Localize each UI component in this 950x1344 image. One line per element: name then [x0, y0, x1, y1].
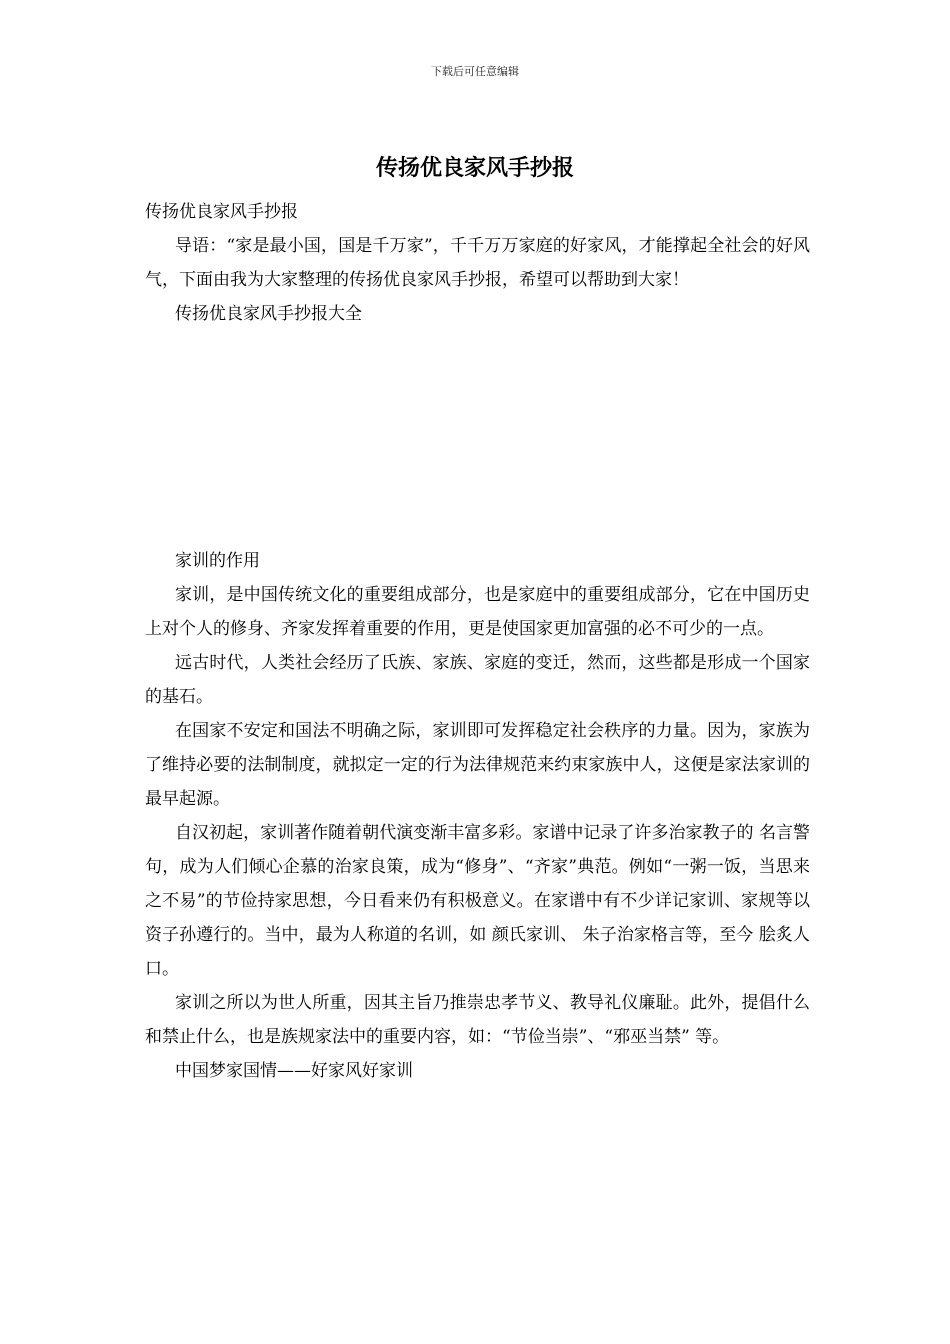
intro-paragraph: 导语：“家是最小国，国是千万家”，千千万万家庭的好家风，才能撑起全社会的好风气，下面由我为大家整理的传扬优良家风手抄报，希望可以帮助到大家！	[145, 236, 810, 290]
document-subtitle: 传扬优良家风手抄报	[145, 202, 298, 222]
body-paragraph: 自汉初起，家训著作随着朝代演变渐丰富多彩。家谱中记录了许多治家教子的 名言警句，成为人们倾心企慕的治家良策，成为“修身”、“齐家”典范。例如“一粥一饭，当思来之不易”的节俭持家思想，今日看来仍有积极意义。在家谱中有不少详记家训、家规等以资子孙遵行的。当中，最为人称道的名训，如 颜氏家训、 朱子治家格言等，至今 脍炙人口。	[145, 823, 810, 979]
main-content-block	[145, 544, 810, 1088]
section-heading: 传扬优良家风手抄报大全	[175, 304, 362, 324]
body-paragraph: 家训，是中国传统文化的重要组成部分，也是家庭中的重要组成部分，它在中国历史上对个人的修身、齐家发挥着重要的作用，更是使国家更加富强的必不可少的一点。	[145, 585, 810, 639]
body-paragraph: 远古时代，人类社会经历了氏族、家族、家庭的变迁，然而，这些都是形成一个国家的基石。	[145, 653, 810, 707]
document-title: 传扬优良家风手抄报	[375, 155, 574, 181]
subheading-role: 家训的作用	[175, 551, 260, 571]
body-paragraph: 家训之所以为世人所重，因其主旨乃推崇忠孝节义、教导礼仪廉耻。此外，提倡什么和禁止什么，也是族规家法中的重要内容，如：“节俭当崇”、“邪巫当禁” 等。	[145, 993, 810, 1047]
header-note: 下载后可任意编辑	[431, 65, 519, 78]
closing-heading: 中国梦家国情——好家风好家训	[175, 1061, 413, 1081]
body-paragraph: 在国家不安定和国法不明确之际，家训即可发挥稳定社会秩序的力量。因为，家族为了维持必要的法制制度，就拟定一定的行为法律规范来约束家族中人，这便是家法家训的最早起源。	[145, 721, 810, 809]
intro-block	[145, 195, 810, 331]
